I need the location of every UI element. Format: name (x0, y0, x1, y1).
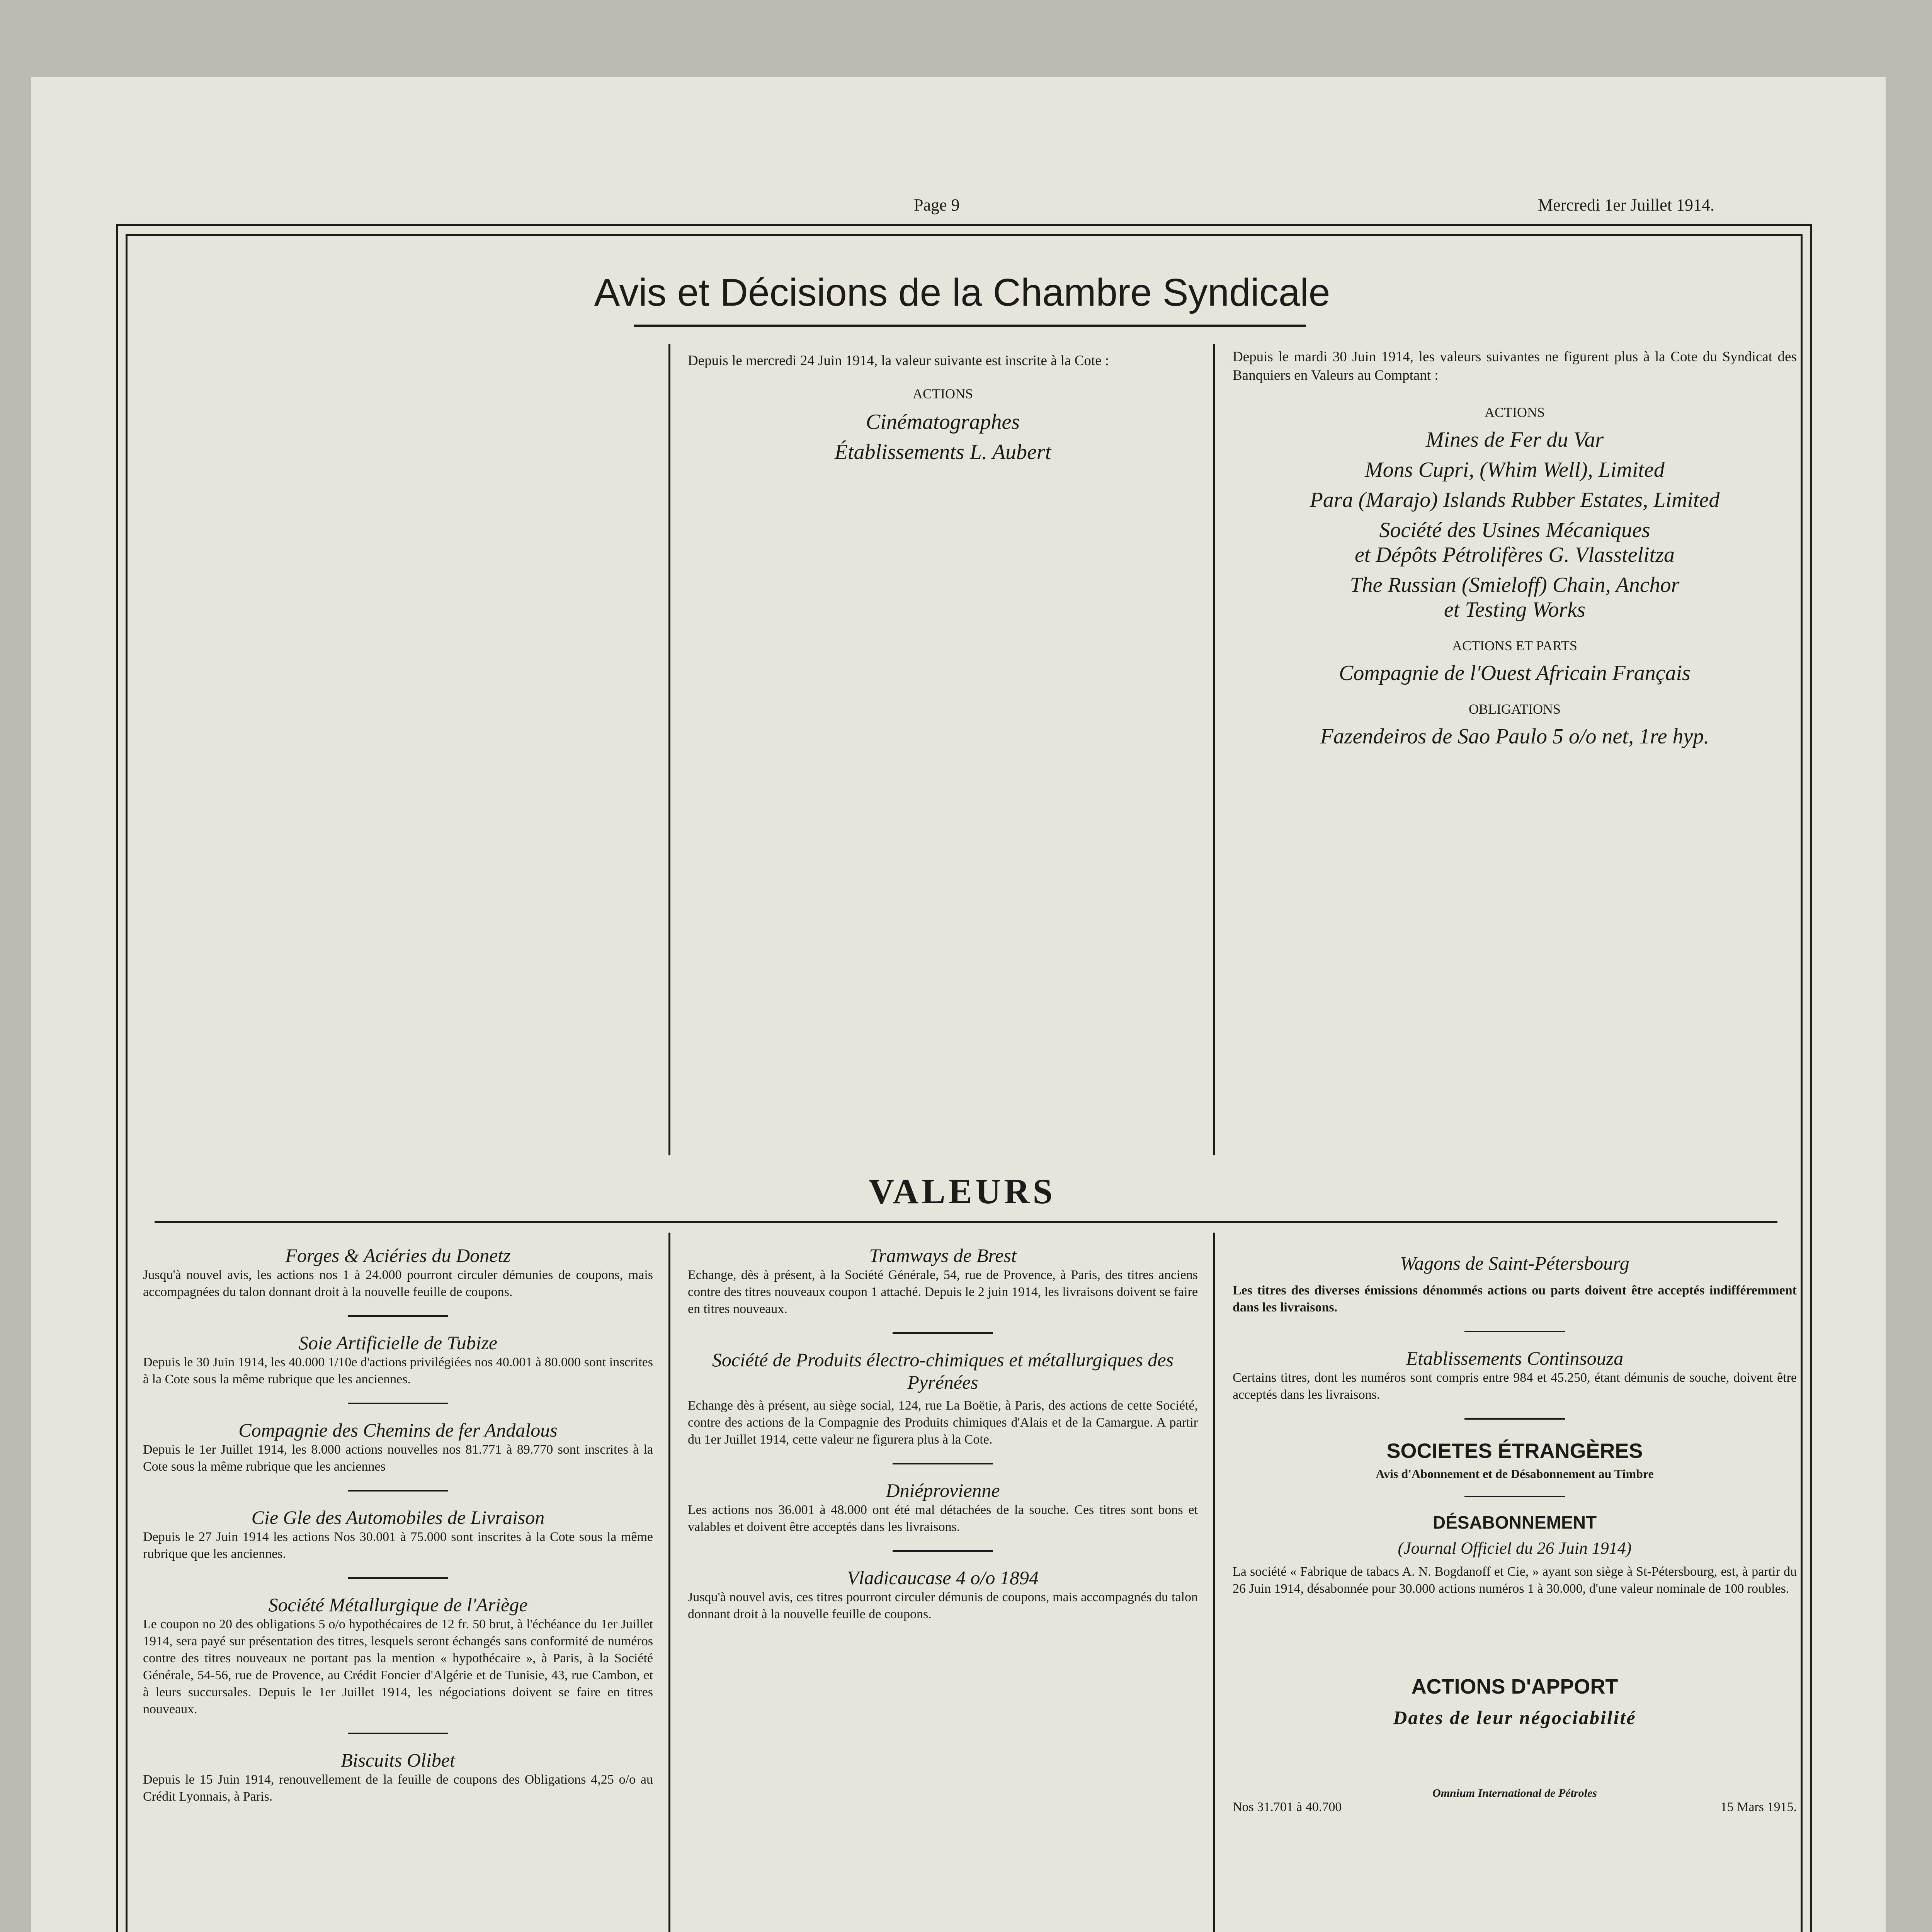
societes-subheading: Avis d'Abonnement et de Désabonnement au Timbre (1376, 1467, 1654, 1481)
notice-heading: Tramways de Brest (869, 1245, 1017, 1266)
valeurs-title: VALEURS (869, 1172, 1056, 1211)
notice-heading: Soie Artificielle de Tubize (298, 1332, 498, 1354)
col-rule-4 (1213, 1233, 1215, 1932)
notice-text: La société « Fabrique de tabacs A. N. Bogdanoff et Cie, » ayant son siège à St-Pétersbourg, est, à partir du 26 Juin 1914, désabonnée pour 30.000 actions numéros 1 à 30.000, d'une valeur nominale de 100 roubles. (1233, 1565, 1797, 1596)
avis-middle-item: Établissements L. Aubert (834, 440, 1051, 464)
avis-right-intro: Depuis le mardi 30 Juin 1914, les valeurs suivantes ne figurent plus à la Cote du Syndicat des Banquiers en Valeurs au Comptant : (1233, 349, 1797, 383)
avis-title: Avis et Décisions de la Chambre Syndicale (594, 271, 1330, 314)
avis-right-item: Compagnie de l'Ouest Africain Français (1339, 661, 1690, 685)
notice-heading: Compagnie des Chemins de fer Andalous (238, 1419, 558, 1441)
avis-right-section: ACTIONS ET PARTS (1452, 638, 1577, 653)
col-rule-3 (668, 1233, 670, 1932)
page-number: Page 9 (914, 196, 960, 214)
notice-text: Depuis le 1er Juillet 1914, les 8.000 actions nouvelles nos 81.771 à 89.770 sont inscrites à la Cote sous la même rubrique que les anciennes (143, 1442, 653, 1474)
avis-right-item: Mines de Fer du Var (1425, 428, 1604, 452)
notice-text: Depuis le 27 Juin 1914 les actions Nos 30.001 à 75.000 sont inscrites à la Cote sous la même rubrique que les anciennes. (143, 1530, 653, 1561)
avis-middle-intro: Depuis le mercredi 24 Juin 1914, la valeur suivante est inscrite à la Cote : (688, 353, 1109, 369)
avis-right-item: Fazendeiros de Sao Paulo 5 o/o net, 1re hyp. (1320, 724, 1709, 748)
societes-heading: SOCIETES ÉTRANGÈRES (1386, 1439, 1643, 1463)
notice-heading: Cie Gle des Automobiles de Livraison (251, 1507, 545, 1528)
notice-text: Jusqu'à nouvel avis, ces titres pourront circuler démunis de coupons, mais accompagnés du talon donnant droit à la nouvelle feuille de coupons. (688, 1590, 1198, 1621)
separator (1464, 1418, 1565, 1420)
avis-right-item: Para (Marajo) Islands Rubber Estates, Limited (1310, 488, 1720, 512)
notice-text: Certains titres, dont les numéros sont compris entre 984 et 45.250, étant démunis de souche, doivent être acceptés dans les livraisons. (1233, 1371, 1797, 1402)
avis-middle (688, 352, 1198, 464)
notice-text: Depuis le 30 Juin 1914, les 40.000 1/10e d'actions privilégiées nos 40.001 à 80.000 sont inscrites à la Cote sous la même rubrique que les anciennes. (143, 1355, 653, 1386)
notice-text: Les titres des diverses émissions dénommés actions ou parts doivent être acceptés indifféremment dans les livraisons. (1233, 1283, 1797, 1315)
avis-right-section: ACTIONS (1484, 405, 1545, 420)
notice-heading: Forges & Aciéries du Donetz (285, 1245, 511, 1266)
separator (348, 1315, 448, 1317)
valeurs-col2 (688, 1244, 1198, 1623)
notice-heading: Wagons de Saint-Pétersbourg (1400, 1252, 1629, 1274)
valeurs-rule (155, 1221, 1777, 1223)
separator (893, 1332, 993, 1334)
omnium-numbers: Nos 31.701 à 40.700 (1233, 1800, 1342, 1814)
avis-right-item: Mons Cupri, (Whim Well), Limited (1365, 458, 1665, 482)
title-rule (634, 325, 1306, 327)
notice-heading: Etablissements Continsouza (1406, 1347, 1624, 1369)
separator (348, 1403, 448, 1404)
journal-officiel: (Journal Officiel du 26 Juin 1914) (1398, 1539, 1632, 1558)
separator (1464, 1496, 1565, 1497)
separator (348, 1733, 448, 1734)
newspaper-page (31, 77, 1886, 1932)
separator (893, 1463, 993, 1464)
issue-date: Mercredi 1er Juillet 1914. (1538, 196, 1714, 214)
omnium-name: Omnium International de Pétroles (1432, 1787, 1597, 1799)
valeurs-col1 (143, 1244, 653, 1805)
avis-right-item: The Russian (Smieloff) Chain, Anchor (1350, 573, 1680, 597)
notice-text: Le coupon no 20 des obligations 5 o/o hypothécaires de 12 fr. 50 brut, à l'échéance du 1er Juillet 1914, sera payé sur présentation des titres, lesquels seront échangés sans conformité de numéros contre des titres nouveaux ne portant pas la mention « hypothécaire », à Paris, à la Société Générale, 54-56, rue de Provence, au Crédit Foncier d'Algérie et de Tunisie, 43, rue Cambon, et à leurs succursales. Depuis le 1er Juillet 1914, les négociations doivent se faire en titres nouveaux. (143, 1617, 653, 1716)
avis-middle-item: Cinématographes (866, 410, 1020, 434)
apport-subheading: Dates de leur négociabilité (1393, 1707, 1636, 1728)
notice-text: Les actions nos 36.001 à 48.000 ont été mal détachées de la souche. Ces titres sont bons et valables et doivent être acceptés dans les livraisons. (688, 1503, 1198, 1534)
avis-right-item: Société des Usines Mécaniques (1379, 518, 1650, 542)
notice-heading: Vladicaucase 4 o/o 1894 (847, 1567, 1039, 1588)
notice-text: Depuis le 15 Juin 1914, renouvellement de la feuille de coupons des Obligations 4,25 o/o au Crédit Lyonnais, à Paris. (143, 1772, 653, 1804)
avis-right-item: et Testing Works (1444, 598, 1586, 622)
separator (893, 1550, 993, 1552)
avis-right-item: et Dépôts Pétrolifères G. Vlasstelitza (1355, 543, 1675, 567)
notice-heading: Dniéprovienne (886, 1480, 1000, 1501)
notice-heading: Société Métallurgique de l'Ariège (268, 1594, 528, 1616)
desabonnement-heading: DÉSABONNEMENT (1432, 1512, 1597, 1532)
col-rule-2 (1213, 344, 1215, 1155)
col-rule-1 (668, 344, 670, 1155)
omnium-row (1233, 1800, 1797, 1815)
separator (1464, 1331, 1565, 1332)
separator (348, 1490, 448, 1492)
avis-right (1233, 348, 1797, 749)
avis-middle-section: ACTIONS (912, 386, 973, 401)
notice-text: Jusqu'à nouvel avis, les actions nos 1 à 24.000 pourront circuler démunies de coupons, mais accompagnées du talon donnant droit à la nouvelle feuille de coupons. (143, 1268, 653, 1299)
notice-heading: Biscuits Olibet (341, 1749, 455, 1771)
omnium-date: 15 Mars 1915. (1720, 1800, 1797, 1814)
avis-right-section: OBLIGATIONS (1469, 701, 1561, 717)
apport-heading: ACTIONS D'APPORT (1411, 1675, 1618, 1698)
notice-text: Echange, dès à présent, à la Société Générale, 54, rue de Provence, à Paris, des titres anciens contre des titres nouveaux coupon 1 attaché. Depuis le 2 juin 1914, les livraisons doivent se faire en titres nouveaux. (688, 1268, 1198, 1316)
separator (348, 1577, 448, 1579)
notice-text: Echange dès à présent, au siège social, 124, rue La Boëtie, à Paris, des actions de cette Société, contre des actions de la Compagnie des Produits chimiques d'Alais et de la Camargue. A partir du 1er Juillet 1914, cette valeur ne figurera plus à la Cote. (688, 1398, 1198, 1447)
valeurs-col3 (1233, 1252, 1797, 1815)
notice-heading: Société de Produits électro-chimiques et métallurgiques des Pyrénées (712, 1349, 1174, 1393)
